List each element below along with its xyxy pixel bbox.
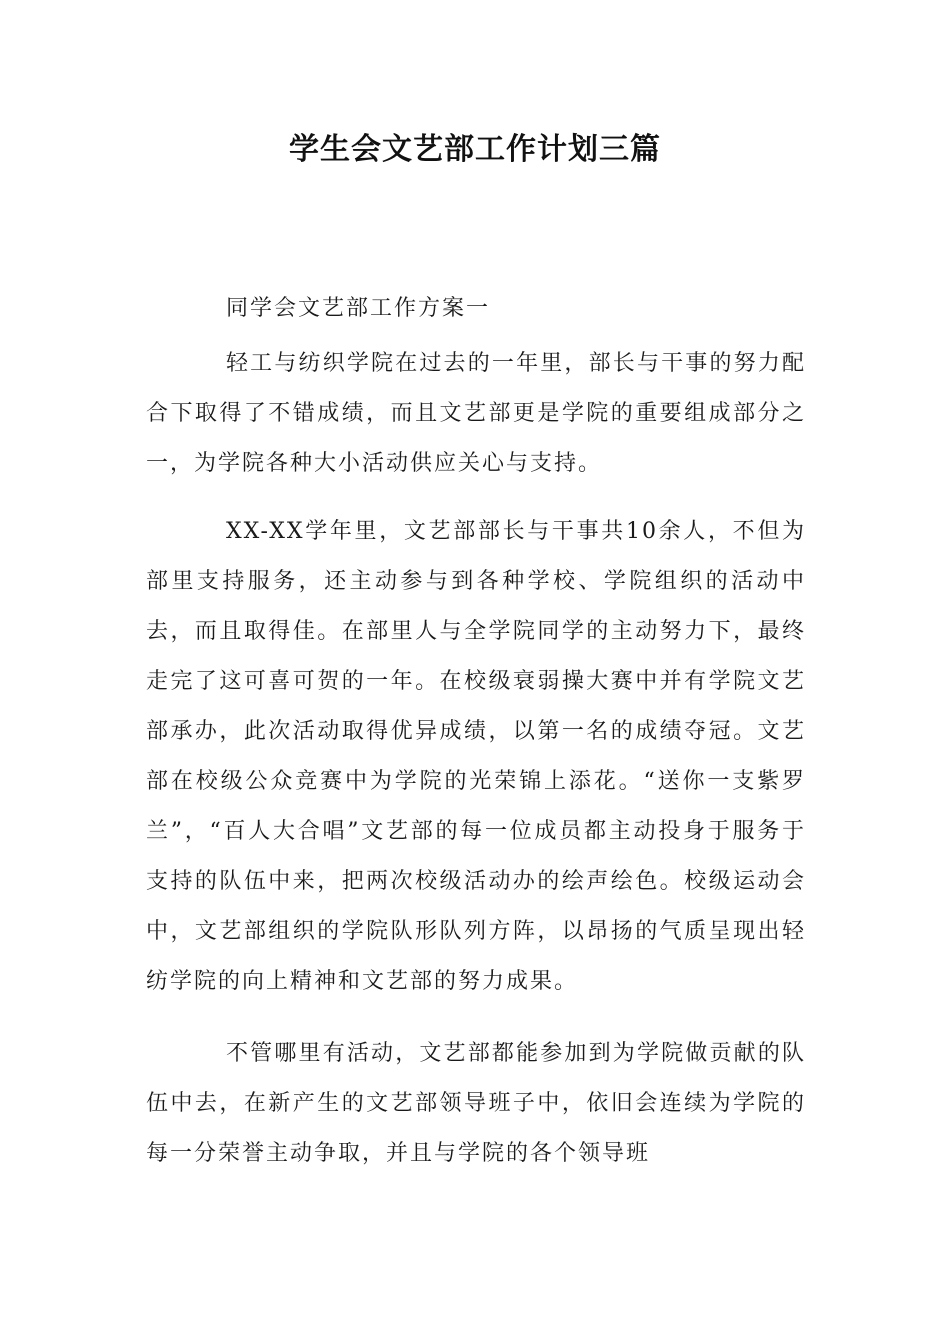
document-title: 学生会文艺部工作计划三篇 (289, 132, 661, 167)
section-heading: 同学会文艺部工作方案一 (226, 296, 491, 321)
paragraph-3: 不管哪里有活动，文艺部都能参加到为学院做贡献的队伍中去，在新产生的文艺部领导班子中，依旧会连续为学院的每一分荣誉主动争取，并且与学院的各个领导班 (146, 1041, 806, 1166)
document-body (146, 284, 806, 1179)
paragraph-2: XX-XX学年里，文艺部部长与干事共10余人，不但为部里支持服务，还主动参与到各种学校、学院组织的活动中去，而且取得佳。在部里人与全学院同学的主动努力下，最终走完了这可喜可贺的一年。在校级衰弱操大赛中并有学院文艺部承办，此次活动取得优异成绩，以第一名的成绩夺冠。文艺部在校级公众竞赛中为学院的光荣锦上添花。“送你一支紫罗兰”，“百人大合唱”文艺部的每一位成员都主动投身于服务于支持的队伍中来，把两次校级活动办的绘声绘色。校级运动会中，文艺部组织的学院队形队列方阵，以昂扬的气质呈现出轻纺学院的向上精神和文艺部的努力成果。 (146, 519, 806, 994)
paragraph-1: 轻工与纺织学院在过去的一年里，部长与干事的努力配合下取得了不错成绩，而且文艺部更是学院的重要组成部分之一，为学院各种大小活动供应关心与支持。 (146, 351, 806, 476)
